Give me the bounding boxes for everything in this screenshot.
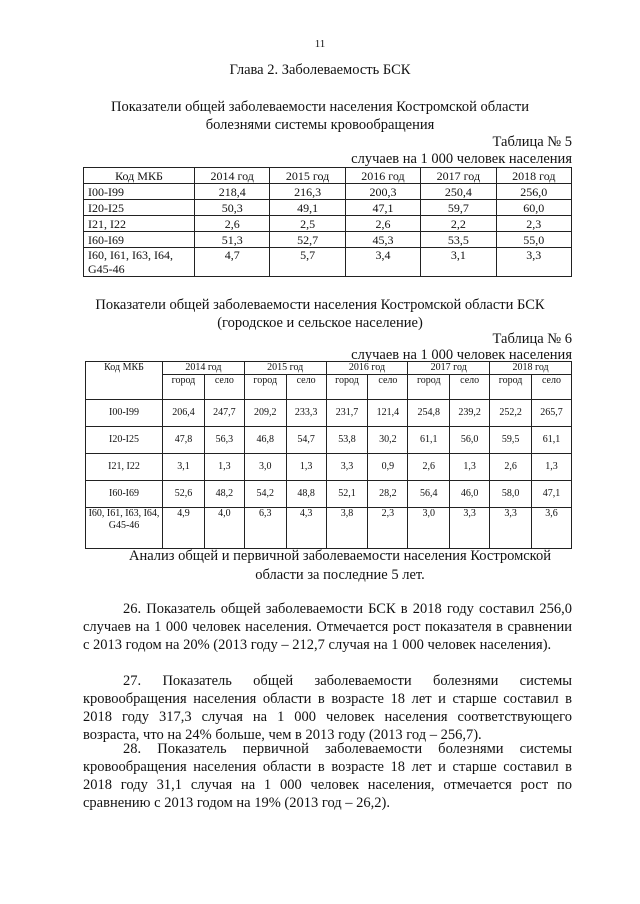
table6-year-header: 2014 год xyxy=(163,362,245,375)
table6-cell: 28,2 xyxy=(368,481,408,508)
table6-sub-city: город xyxy=(163,375,205,400)
table5-title xyxy=(70,98,570,134)
table6-cell: 4,0 xyxy=(204,508,244,549)
table6-cell: 247,7 xyxy=(204,400,244,427)
table6-cell: 1,3 xyxy=(286,454,326,481)
table6-units: случаев на 1 000 человек населения xyxy=(351,347,572,363)
table5-cell: 45,3 xyxy=(345,232,420,248)
table5-cell: 2,6 xyxy=(345,216,420,232)
table6-sub-village: село xyxy=(532,375,572,400)
table5-header-cell: Код МКБ xyxy=(84,168,195,184)
table6-cell: 46,0 xyxy=(450,481,490,508)
table6-cell: 47,8 xyxy=(163,427,205,454)
table6-cell: 59,5 xyxy=(490,427,532,454)
table6-cell: 121,4 xyxy=(368,400,408,427)
table5-cell: 218,4 xyxy=(195,184,270,200)
table6-cell: 1,3 xyxy=(204,454,244,481)
table5-cell: 2,5 xyxy=(270,216,345,232)
table6-cell: 3,3 xyxy=(450,508,490,549)
table6-sub-city: город xyxy=(490,375,532,400)
table6-number: Таблица № 6 xyxy=(492,331,572,347)
table6-title-line2: (городское и сельское население) xyxy=(217,315,423,331)
table6-cell: 61,1 xyxy=(408,427,450,454)
table6-sub-village: село xyxy=(286,375,326,400)
table5-row xyxy=(84,216,572,232)
table5-cell: 3,3 xyxy=(496,248,571,277)
table6-cell: I00-I99 xyxy=(86,400,163,427)
table6-year-header: 2017 год xyxy=(408,362,490,375)
table5-cell: 200,3 xyxy=(345,184,420,200)
table6-cell: 233,3 xyxy=(286,400,326,427)
table6-row xyxy=(86,454,572,481)
table6-row xyxy=(86,481,572,508)
table6-cell: 53,8 xyxy=(326,427,368,454)
table5-title-line1: Показатели общей заболеваемости населения Костромской области xyxy=(110,99,529,115)
table6-cell: 3,0 xyxy=(408,508,450,549)
table5-header-row xyxy=(84,168,572,184)
table6-row xyxy=(86,427,572,454)
table5-cell: 3,1 xyxy=(421,248,496,277)
table5-cell: 47,1 xyxy=(345,200,420,216)
table6-row xyxy=(86,508,572,549)
table5-cell: I21, I22 xyxy=(84,216,195,232)
table5-cell: 52,7 xyxy=(270,232,345,248)
table6-year-header: 2015 год xyxy=(244,362,326,375)
table6-year-header: 2016 год xyxy=(326,362,408,375)
table5-row xyxy=(84,248,572,277)
table5-cell: 256,0 xyxy=(496,184,571,200)
table5-cell: 3,4 xyxy=(345,248,420,277)
table6-cell: 56,0 xyxy=(450,427,490,454)
table6-cell: 52,6 xyxy=(163,481,205,508)
table6-cell: 4,9 xyxy=(163,508,205,549)
table6-cell: 58,0 xyxy=(490,481,532,508)
table6-cell: I20-I25 xyxy=(86,427,163,454)
table5-cell: I60, I61, I63, I64, G45-46 xyxy=(84,248,195,277)
table5-cell: 60,0 xyxy=(496,200,571,216)
table6-cell: 54,2 xyxy=(244,481,286,508)
table6-title-line1: Показатели общей заболеваемости населения Костромской области БСК xyxy=(95,297,545,313)
analysis-title-line2: области за последние 5 лет. xyxy=(255,567,425,583)
table5-cell: 53,5 xyxy=(421,232,496,248)
table5-header-cell: 2014 год xyxy=(195,168,270,184)
page-number: 11 xyxy=(314,38,326,50)
table5-cell: 49,1 xyxy=(270,200,345,216)
table6-cell: 56,4 xyxy=(408,481,450,508)
table6-cell: 48,2 xyxy=(204,481,244,508)
table5-row xyxy=(84,200,572,216)
table6-cell: I60-I69 xyxy=(86,481,163,508)
table5 xyxy=(83,167,572,277)
table6-cell: 3,3 xyxy=(490,508,532,549)
table5-cell: 2,6 xyxy=(195,216,270,232)
table6-cell: 3,8 xyxy=(326,508,368,549)
table6-cell: 4,3 xyxy=(286,508,326,549)
table5-header-cell: 2015 год xyxy=(270,168,345,184)
table6-sub-village: село xyxy=(450,375,490,400)
table6-cell: 209,2 xyxy=(244,400,286,427)
table6-cell: 6,3 xyxy=(244,508,286,549)
analysis-title-line1: Анализ общей и первичной заболеваемости населения Костромской xyxy=(128,548,551,564)
table6-cell: 265,7 xyxy=(532,400,572,427)
analysis-title xyxy=(110,547,570,585)
table6-cell: 2,3 xyxy=(368,508,408,549)
paragraph-27: 27. Показатель общей заболеваемости болезнями системы кровообращения населения области в возрасте 18 лет и старше составил в 2018 году 317,3 случая на 1 000 человек населения соответствующего возраста, что на 24% больше, чем в 2013 году (2013 год – 256,7). xyxy=(83,673,572,743)
table6-cell: 206,4 xyxy=(163,400,205,427)
table6-year-row xyxy=(86,362,572,375)
paragraph-26: 26. Показатель общей заболеваемости БСК в 2018 году составил 256,0 случаев на 1 000 человек населения. Отмечается рост показателя в сравнении с 2013 годом на 20% (2013 году – 212,7 случая на 1 000 человек населения). xyxy=(83,601,572,653)
paragraph-28: 28. Показатель первичной заболеваемости болезнями системы кровообращения населения области в возрасте 18 лет и старше составил в 2018 году 31,1 случая на 1 000 человек населения, отмечается рост по сравнению с 2013 годом на 19% (2013 год – 26,2). xyxy=(83,741,572,811)
table5-cell: 2,2 xyxy=(421,216,496,232)
table6 xyxy=(85,361,572,549)
table6-cell: 3,6 xyxy=(532,508,572,549)
table5-cell: 2,3 xyxy=(496,216,571,232)
table6-cell: 61,1 xyxy=(532,427,572,454)
table6-cell: 47,1 xyxy=(532,481,572,508)
table6-cell: 3,0 xyxy=(244,454,286,481)
table5-cell: 4,7 xyxy=(195,248,270,277)
table5-row xyxy=(84,232,572,248)
table5-number: Таблица № 5 xyxy=(492,134,572,150)
table6-cell: 2,6 xyxy=(408,454,450,481)
table6-cell: 46,8 xyxy=(244,427,286,454)
table6-title xyxy=(50,296,590,332)
chapter-title: Глава 2. Заболеваемость БСК xyxy=(229,62,411,78)
table5-header-cell: 2018 год xyxy=(496,168,571,184)
table6-cell: 252,2 xyxy=(490,400,532,427)
table6-row xyxy=(86,400,572,427)
table5-header-cell: 2017 год xyxy=(421,168,496,184)
table5-header-cell: 2016 год xyxy=(345,168,420,184)
table5-cell: I00-I99 xyxy=(84,184,195,200)
table6-sub-city: город xyxy=(408,375,450,400)
table6-cell: 52,1 xyxy=(326,481,368,508)
table6-code-header: Код МКБ xyxy=(86,362,163,400)
table6-cell: I60, I61, I63, I64, G45-46 xyxy=(86,508,163,549)
table6-cell: 231,7 xyxy=(326,400,368,427)
table6-cell: 239,2 xyxy=(450,400,490,427)
table6-cell: 2,6 xyxy=(490,454,532,481)
table6-sub-city: город xyxy=(326,375,368,400)
table5-cell: 5,7 xyxy=(270,248,345,277)
table5-cell: 51,3 xyxy=(195,232,270,248)
table5-units: случаев на 1 000 человек населения xyxy=(351,151,572,167)
table5-cell: I60-I69 xyxy=(84,232,195,248)
table5-cell: I20-I25 xyxy=(84,200,195,216)
table6-cell: I21, I22 xyxy=(86,454,163,481)
table5-cell: 59,7 xyxy=(421,200,496,216)
table5-cell: 55,0 xyxy=(496,232,571,248)
table6-cell: 254,8 xyxy=(408,400,450,427)
table6-cell: 48,8 xyxy=(286,481,326,508)
table5-cell: 216,3 xyxy=(270,184,345,200)
table6-cell: 30,2 xyxy=(368,427,408,454)
table6-cell: 3,3 xyxy=(326,454,368,481)
table5-title-line2: болезнями системы кровообращения xyxy=(205,117,435,133)
table6-cell: 0,9 xyxy=(368,454,408,481)
table5-cell: 250,4 xyxy=(421,184,496,200)
table6-sub-village: село xyxy=(368,375,408,400)
table6-sub-city: город xyxy=(244,375,286,400)
table6-year-header: 2018 год xyxy=(490,362,572,375)
table5-row xyxy=(84,184,572,200)
table6-cell: 56,3 xyxy=(204,427,244,454)
table6-cell: 1,3 xyxy=(450,454,490,481)
table6-sub-village: село xyxy=(204,375,244,400)
table5-cell: 50,3 xyxy=(195,200,270,216)
table6-cell: 3,1 xyxy=(163,454,205,481)
table6-cell: 1,3 xyxy=(532,454,572,481)
table6-cell: 54,7 xyxy=(286,427,326,454)
